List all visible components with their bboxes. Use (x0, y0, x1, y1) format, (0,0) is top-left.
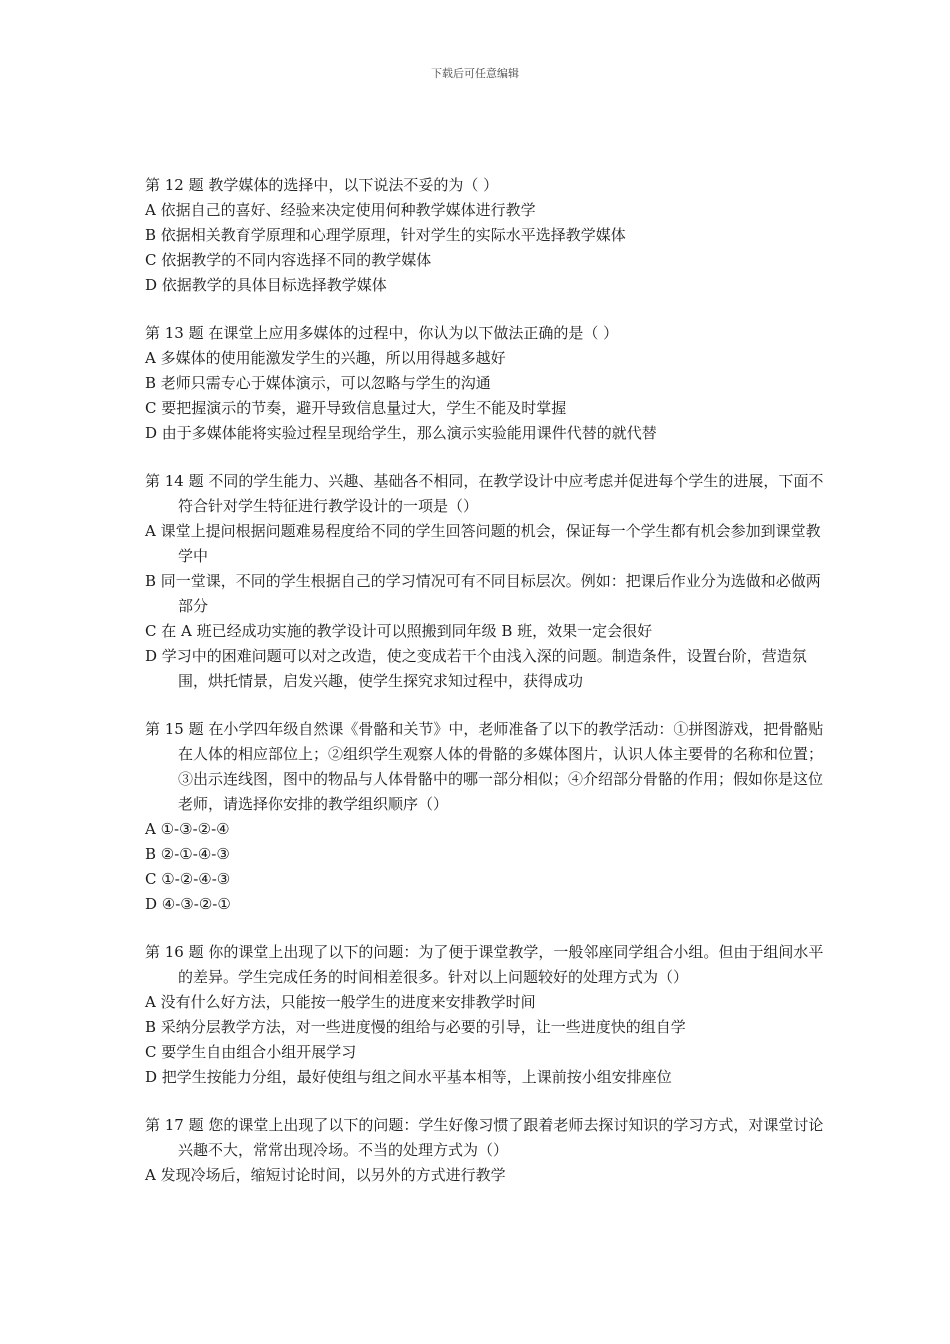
question-13 (145, 321, 825, 446)
option-c: C 在 A 班已经成功实施的教学设计可以照搬到同年级 B 班，效果一定会很好 (145, 622, 653, 640)
option-a: A 多媒体的使用能激发学生的兴趣，所以用得越多越好 (145, 349, 506, 367)
option-a: A 发现冷场后，缩短讨论时间，以另外的方式进行教学 (145, 1166, 506, 1184)
option-d: D ④-③-②-① (145, 895, 231, 913)
option-b: B 采纳分层教学方法，对一些进度慢的组给与必要的引导，让一些进度快的组自学 (145, 1018, 686, 1036)
option-c: C 依据教学的不同内容选择不同的教学媒体 (145, 251, 432, 269)
option-d: D 由于多媒体能将实验过程呈现给学生，那么演示实验能用课件代替的就代替 (145, 424, 657, 442)
option-a: A 没有什么好方法，只能按一般学生的进度来安排教学时间 (145, 993, 536, 1011)
question-stem: 第 13 题 在课堂上应用多媒体的过程中，你认为以下做法正确的是（ ） (145, 324, 619, 342)
document-body (145, 173, 825, 1211)
question-stem: 第 12 题 教学媒体的选择中，以下说法不妥的为（ ） (145, 176, 499, 194)
option-b: B 同一堂课，不同的学生根据自己的学习情况可有不同目标层次。例如：把课后作业分为选做和必做两部分 (145, 572, 821, 615)
option-a: A ①-③-②-④ (145, 820, 230, 838)
option-a: A 课堂上提问根据问题难易程度给不同的学生回答问题的机会，保证每一个学生都有机会参加到课堂教学中 (145, 522, 821, 565)
question-stem: 第 16 题 你的课堂上出现了以下的问题：为了便于课堂教学，一般邻座同学组合小组。但由于组间水平的差异。学生完成任务的时间相差很多。针对以上问题较好的处理方式为（） (145, 943, 824, 986)
option-d: D 学习中的困难问题可以对之改造，使之变成若干个由浅入深的问题。制造条件，设置台阶，营造氛围，烘托情景，启发兴趣，使学生探究求知过程中，获得成功 (145, 647, 807, 690)
question-stem: 第 15 题 在小学四年级自然课《骨骼和关节》中，老师准备了以下的教学活动：①拼图游戏，把骨骼贴在人体的相应部位上；②组织学生观察人体的骨骼的多媒体图片，认识人体主要骨的名称和位置；③出示连线图，图中的物品与人体骨骼中的哪一部分相似；④介绍部分骨骼的作用；假如你是这位老师，请选择你安排的教学组织顺序（） (145, 720, 824, 813)
question-17 (145, 1113, 825, 1188)
question-15 (145, 717, 825, 917)
question-16 (145, 940, 825, 1090)
question-12 (145, 173, 825, 298)
option-b: B 老师只需专心于媒体演示，可以忽略与学生的沟通 (145, 374, 491, 392)
option-b: B 依据相关教育学原理和心理学原理，针对学生的实际水平选择教学媒体 (145, 226, 626, 244)
option-a: A 依据自己的喜好、经验来决定使用何种教学媒体进行教学 (145, 201, 536, 219)
option-b: B ②-①-④-③ (145, 845, 230, 863)
option-d: D 依据教学的具体目标选择教学媒体 (145, 276, 387, 294)
option-d: D 把学生按能力分组，最好使组与组之间水平基本相等，上课前按小组安排座位 (145, 1068, 672, 1086)
option-c: C 要学生自由组合小组开展学习 (145, 1043, 357, 1061)
question-stem: 第 17 题 您的课堂上出现了以下的问题：学生好像习惯了跟着老师去探讨知识的学习方式，对课堂讨论兴趣不大，常常出现冷场。不当的处理方式为（） (145, 1116, 824, 1159)
question-14 (145, 469, 825, 694)
question-stem: 第 14 题 不同的学生能力、兴趣、基础各不相同，在教学设计中应考虑并促进每个学生的进展，下面不符合针对学生特征进行教学设计的一项是（） (145, 472, 824, 515)
option-c: C ①-②-④-③ (145, 870, 231, 888)
option-c: C 要把握演示的节奏，避开导致信息量过大，学生不能及时掌握 (145, 399, 567, 417)
page-header: 下载后可任意编辑 (431, 67, 519, 80)
